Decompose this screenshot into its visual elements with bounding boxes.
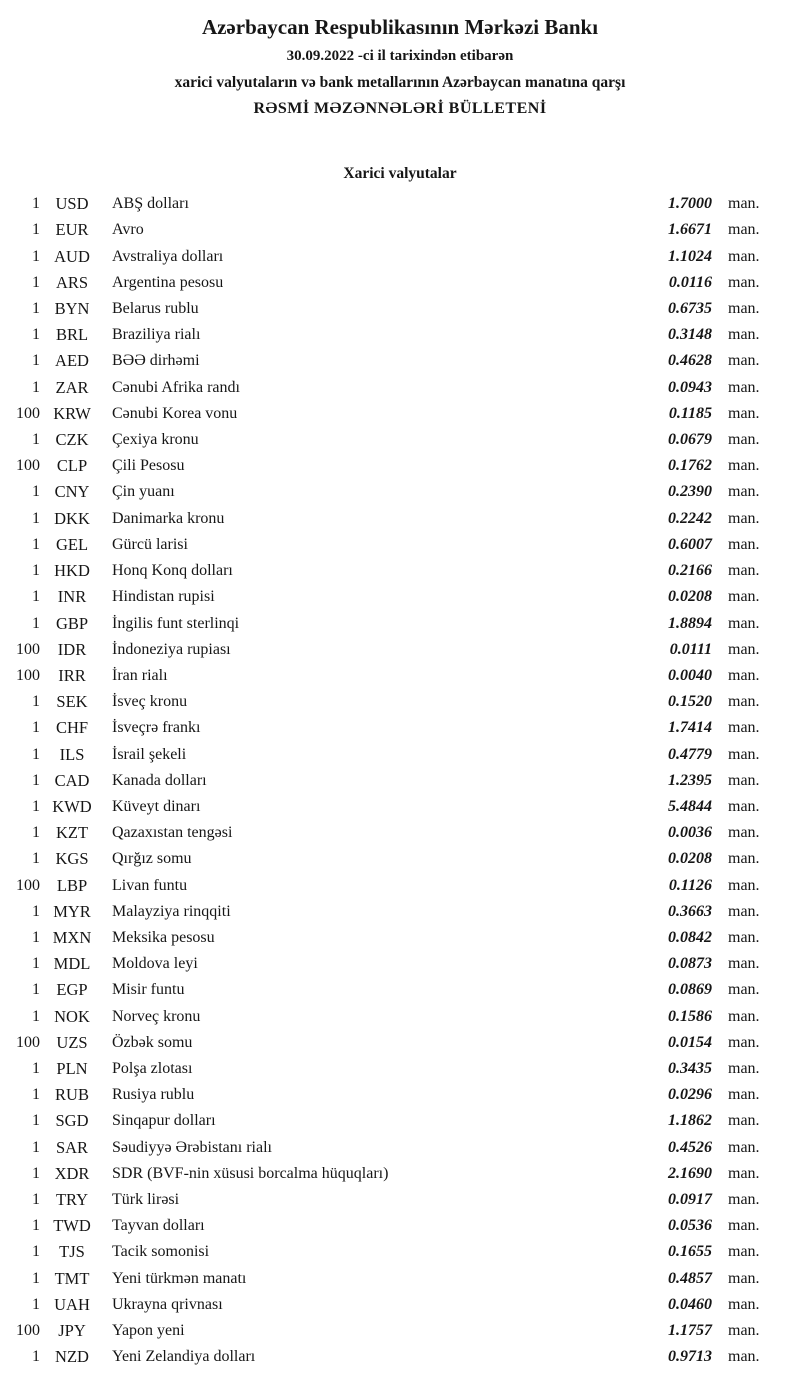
currency-name: Belarus rublu <box>112 300 199 318</box>
quantity: 1 <box>32 247 40 265</box>
unit-label: man. <box>728 1007 760 1025</box>
rate-row <box>14 1239 768 1265</box>
rate-row <box>14 558 768 584</box>
rate-row <box>14 270 768 296</box>
quantity: 1 <box>32 1190 40 1208</box>
currency-code: UZS <box>56 1032 88 1052</box>
currency-code: ARS <box>55 272 89 292</box>
rate-value: 0.2242 <box>668 509 712 527</box>
currency-name: Avstraliya dolları <box>112 247 224 265</box>
unit-label: man. <box>728 745 760 763</box>
currency-name: Braziliya rialı <box>112 326 201 344</box>
rate-value: 0.1520 <box>668 693 712 711</box>
currency-name: Honq Konq dolları <box>112 562 233 580</box>
unit-label: man. <box>728 1190 760 1208</box>
currency-code: BRL <box>55 325 89 345</box>
unit-label: man. <box>728 928 760 946</box>
currency-code: AUD <box>54 246 90 266</box>
unit-label: man. <box>728 719 760 737</box>
rate-value: 0.0536 <box>668 1217 712 1235</box>
currency-code: KZT <box>55 823 89 843</box>
rate-value: 1.1757 <box>668 1321 712 1339</box>
scope-line: xarici valyutaların və bank metallarının Azərbaycan manatına qarşı <box>174 74 626 92</box>
rate-value: 0.0943 <box>668 378 712 396</box>
rate-row <box>14 1108 768 1134</box>
rate-row <box>14 375 768 401</box>
rate-value: 0.4526 <box>668 1138 712 1156</box>
currency-code: IRR <box>58 665 86 685</box>
quantity: 1 <box>32 614 40 632</box>
currency-name: Çili Pesosu <box>112 457 185 475</box>
rate-value: 1.2395 <box>668 771 712 789</box>
quantity: 1 <box>32 981 40 999</box>
rate-value: 0.0036 <box>668 824 712 842</box>
unit-label: man. <box>728 1348 760 1366</box>
quantity: 1 <box>32 273 40 291</box>
currency-name: Qazaxıstan tengəsi <box>112 824 233 842</box>
rate-row <box>14 348 768 374</box>
currency-code: CAD <box>54 770 90 790</box>
rate-value: 0.2166 <box>668 562 712 580</box>
currency-code: KRW <box>53 403 91 423</box>
quantity: 1 <box>32 1348 40 1366</box>
currency-name: Ukrayna qrivnası <box>112 1295 223 1313</box>
rate-row <box>14 637 768 663</box>
currency-name: Gürcü larisi <box>112 535 188 553</box>
bank-title: Azərbaycan Respublikasının Mərkəzi Bankı <box>201 15 599 39</box>
currency-code: TRY <box>55 1189 89 1209</box>
rate-row <box>14 899 768 925</box>
rate-row <box>14 479 768 505</box>
rate-row <box>14 453 768 479</box>
rate-row <box>14 244 768 270</box>
rate-value: 0.0679 <box>668 431 712 449</box>
quantity: 1 <box>32 1217 40 1235</box>
rate-row <box>14 584 768 610</box>
unit-label: man. <box>728 666 760 684</box>
currency-code: LBP <box>56 875 88 895</box>
rates-table <box>0 191 800 1370</box>
quantity: 1 <box>32 771 40 789</box>
rate-row <box>14 1344 768 1370</box>
rate-value: 0.0842 <box>668 928 712 946</box>
section-title-foreign-currencies: Xarici valyutalar <box>343 165 457 183</box>
rate-row <box>14 951 768 977</box>
rate-value: 0.1126 <box>668 876 712 894</box>
currency-name: Cənubi Afrika randı <box>112 378 240 396</box>
unit-label: man. <box>728 850 760 868</box>
quantity: 1 <box>32 483 40 501</box>
rate-row <box>14 296 768 322</box>
currency-name: İsrail şekeli <box>112 745 187 763</box>
currency-name: Yeni türkmən manatı <box>112 1269 247 1287</box>
unit-label: man. <box>728 483 760 501</box>
currency-name: Çexiya kronu <box>112 431 199 449</box>
quantity: 1 <box>32 300 40 318</box>
rate-value: 0.6007 <box>668 535 712 553</box>
currency-code: EGP <box>56 980 88 1000</box>
quantity: 1 <box>32 1295 40 1313</box>
currency-name: Yeni Zelandiya dolları <box>112 1348 256 1366</box>
unit-label: man. <box>728 1086 760 1104</box>
rate-row <box>14 1030 768 1056</box>
quantity: 1 <box>32 326 40 344</box>
rate-row <box>14 1004 768 1030</box>
unit-label: man. <box>728 693 760 711</box>
rate-value: 1.8894 <box>668 614 712 632</box>
currency-code: PLN <box>56 1058 88 1078</box>
rate-value: 0.3435 <box>668 1059 712 1077</box>
unit-label: man. <box>728 1321 760 1339</box>
currency-name: Polşa zlotası <box>112 1059 193 1077</box>
currency-name: BƏƏ dirhəmi <box>112 352 200 370</box>
rate-value: 0.0040 <box>668 666 712 684</box>
rate-value: 0.2390 <box>668 483 712 501</box>
rate-value: 0.1655 <box>668 1243 712 1261</box>
quantity: 100 <box>16 640 40 658</box>
currency-name: Cənubi Korea vonu <box>112 404 238 422</box>
rate-value: 1.7000 <box>668 195 712 213</box>
currency-name: Livan funtu <box>112 876 188 894</box>
currency-code: BYN <box>54 299 90 319</box>
rate-row <box>14 1056 768 1082</box>
rate-row <box>14 217 768 243</box>
rate-value: 1.1024 <box>668 247 712 265</box>
currency-code: KGS <box>55 849 89 869</box>
rate-row <box>14 1213 768 1239</box>
unit-label: man. <box>728 1059 760 1077</box>
currency-code: SEK <box>56 692 88 712</box>
currency-name: Danimarka kronu <box>112 509 225 527</box>
currency-name: Rusiya rublu <box>112 1086 195 1104</box>
quantity: 1 <box>32 850 40 868</box>
quantity: 1 <box>32 928 40 946</box>
unit-label: man. <box>728 640 760 658</box>
rate-row <box>14 663 768 689</box>
unit-label: man. <box>728 1217 760 1235</box>
rate-row <box>14 611 768 637</box>
quantity: 100 <box>16 1321 40 1339</box>
unit-label: man. <box>728 1164 760 1182</box>
unit-label: man. <box>728 221 760 239</box>
quantity: 1 <box>32 1086 40 1104</box>
currency-name: İngilis funt sterlinqi <box>112 614 240 632</box>
quantity: 1 <box>32 693 40 711</box>
rate-row <box>14 715 768 741</box>
rate-value: 0.1762 <box>668 457 712 475</box>
quantity: 1 <box>32 955 40 973</box>
currency-code: EUR <box>55 220 89 240</box>
currency-name: Hindistan rupisi <box>112 588 215 606</box>
currency-name: Özbək somu <box>112 1033 193 1051</box>
unit-label: man. <box>728 1243 760 1261</box>
rate-value: 5.4844 <box>668 797 712 815</box>
quantity: 1 <box>32 824 40 842</box>
currency-code: CLP <box>56 456 88 476</box>
unit-label: man. <box>728 352 760 370</box>
quantity: 1 <box>32 1112 40 1130</box>
currency-code: MDL <box>53 954 91 974</box>
unit-label: man. <box>728 1138 760 1156</box>
currency-code: NZD <box>55 1347 89 1367</box>
quantity: 100 <box>16 876 40 894</box>
currency-name: Türk lirəsi <box>112 1190 180 1208</box>
rate-value: 0.0154 <box>668 1033 712 1051</box>
rate-row <box>14 506 768 532</box>
currency-code: ILS <box>59 744 85 764</box>
quantity: 1 <box>32 1138 40 1156</box>
rate-value: 0.0111 <box>669 640 712 658</box>
currency-code: ZAR <box>55 377 89 397</box>
currency-name: Malayziya rinqqiti <box>112 902 231 920</box>
currency-code: TJS <box>59 1242 85 1262</box>
currency-name: Səudiyyə Ərəbistanı rialı <box>112 1138 272 1156</box>
currency-code: RUB <box>55 1085 89 1105</box>
currency-name: SDR (BVF-nin xüsusi borcalma hüquqları) <box>112 1164 389 1182</box>
rate-value: 0.4628 <box>668 352 712 370</box>
rate-row <box>14 846 768 872</box>
rate-value: 0.1185 <box>668 404 712 422</box>
currency-code: DKK <box>54 508 90 528</box>
quantity: 1 <box>32 719 40 737</box>
quantity: 1 <box>32 1007 40 1025</box>
currency-name: İsveçrə frankı <box>112 719 201 737</box>
unit-label: man. <box>728 902 760 920</box>
unit-label: man. <box>728 771 760 789</box>
rate-value: 0.0208 <box>668 850 712 868</box>
currency-name: Sinqapur dolları <box>112 1112 216 1130</box>
quantity: 1 <box>32 431 40 449</box>
currency-code: USD <box>55 194 89 214</box>
rate-row <box>14 794 768 820</box>
rate-value: 0.0116 <box>668 273 712 291</box>
currency-name: Kanada dolları <box>112 771 207 789</box>
rate-row <box>14 1161 768 1187</box>
unit-label: man. <box>728 614 760 632</box>
unit-label: man. <box>728 588 760 606</box>
rate-row <box>14 532 768 558</box>
currency-code: GBP <box>55 613 89 633</box>
rate-value: 0.0917 <box>668 1190 712 1208</box>
currency-name: İndoneziya rupiası <box>112 640 231 658</box>
currency-code: JPY <box>58 1320 86 1340</box>
unit-label: man. <box>728 404 760 422</box>
currency-name: İsveç kronu <box>112 693 188 711</box>
currency-code: TWD <box>53 1216 91 1236</box>
unit-label: man. <box>728 247 760 265</box>
currency-code: CNY <box>54 482 90 502</box>
currency-code: AED <box>55 351 89 371</box>
rate-value: 0.0873 <box>668 955 712 973</box>
currency-name: Çin yuanı <box>112 483 175 501</box>
currency-code: NOK <box>54 1006 90 1026</box>
currency-name: Moldova leyi <box>112 955 198 973</box>
unit-label: man. <box>728 509 760 527</box>
currency-code: CZK <box>55 430 89 450</box>
currency-code: SGD <box>55 1111 89 1131</box>
rate-row <box>14 1318 768 1344</box>
currency-code: IDR <box>57 639 87 659</box>
currency-code: GEL <box>55 534 89 554</box>
rate-value: 0.4857 <box>668 1269 712 1287</box>
rate-value: 0.0869 <box>668 981 712 999</box>
currency-code: MYR <box>53 901 91 921</box>
currency-name: Tacik somonisi <box>112 1243 210 1261</box>
unit-label: man. <box>728 797 760 815</box>
quantity: 1 <box>32 1243 40 1261</box>
quantity: 1 <box>32 902 40 920</box>
currency-code: TMT <box>54 1268 90 1288</box>
quantity: 1 <box>32 352 40 370</box>
unit-label: man. <box>728 300 760 318</box>
currency-code: HKD <box>54 561 90 581</box>
currency-name: Misir funtu <box>112 981 185 999</box>
currency-code: INR <box>57 587 87 607</box>
rate-value: 0.6735 <box>668 300 712 318</box>
rate-row <box>14 1266 768 1292</box>
unit-label: man. <box>728 1033 760 1051</box>
unit-label: man. <box>728 824 760 842</box>
rate-value: 0.9713 <box>668 1348 712 1366</box>
currency-name: Avro <box>112 221 144 239</box>
currency-code: KWD <box>52 796 92 816</box>
rate-value: 1.6671 <box>668 221 712 239</box>
currency-code: MXN <box>52 927 92 947</box>
quantity: 1 <box>32 535 40 553</box>
rate-value: 1.1862 <box>668 1112 712 1130</box>
unit-label: man. <box>728 457 760 475</box>
unit-label: man. <box>728 1112 760 1130</box>
currency-code: SAR <box>55 1137 89 1157</box>
unit-label: man. <box>728 431 760 449</box>
rate-row <box>14 1187 768 1213</box>
currency-name: İran rialı <box>112 666 168 684</box>
unit-label: man. <box>728 981 760 999</box>
currency-code: CHF <box>55 718 89 738</box>
unit-label: man. <box>728 562 760 580</box>
effective-date-line: 30.09.2022 -ci il tarixindən etibarən <box>286 48 514 65</box>
currency-name: Küveyt dinarı <box>112 797 201 815</box>
currency-name: Norveç kronu <box>112 1007 201 1025</box>
unit-label: man. <box>728 535 760 553</box>
currency-code: UAH <box>54 1294 90 1314</box>
quantity: 1 <box>32 745 40 763</box>
currency-name: Qırğız somu <box>112 850 192 868</box>
quantity: 1 <box>32 221 40 239</box>
quantity: 100 <box>16 404 40 422</box>
unit-label: man. <box>728 378 760 396</box>
rate-row <box>14 191 768 217</box>
currency-name: Tayvan dolları <box>112 1217 205 1235</box>
currency-name: Yapon yeni <box>112 1321 185 1339</box>
unit-label: man. <box>728 1295 760 1313</box>
unit-label: man. <box>728 1269 760 1287</box>
quantity: 1 <box>32 195 40 213</box>
rate-value: 0.3148 <box>668 326 712 344</box>
rate-row <box>14 820 768 846</box>
quantity: 100 <box>16 666 40 684</box>
rate-row <box>14 977 768 1003</box>
quantity: 1 <box>32 797 40 815</box>
unit-label: man. <box>728 195 760 213</box>
quantity: 1 <box>32 1164 40 1182</box>
quantity: 1 <box>32 1269 40 1287</box>
quantity: 1 <box>32 562 40 580</box>
rate-row <box>14 427 768 453</box>
rate-value: 0.3663 <box>668 902 712 920</box>
rate-value: 2.1690 <box>668 1164 712 1182</box>
unit-label: man. <box>728 273 760 291</box>
currency-name: ABŞ dolları <box>112 195 189 213</box>
rate-value: 0.0208 <box>668 588 712 606</box>
currency-name: Argentina pesosu <box>112 273 224 291</box>
rate-row <box>14 768 768 794</box>
rate-row <box>14 1135 768 1161</box>
rate-value: 1.7414 <box>668 719 712 737</box>
unit-label: man. <box>728 326 760 344</box>
quantity: 100 <box>16 457 40 475</box>
rate-row <box>14 742 768 768</box>
rate-row <box>14 925 768 951</box>
quantity: 1 <box>32 1059 40 1077</box>
rate-row <box>14 401 768 427</box>
rate-value: 0.4779 <box>668 745 712 763</box>
rate-value: 0.0460 <box>668 1295 712 1313</box>
rate-row <box>14 1292 768 1318</box>
unit-label: man. <box>728 955 760 973</box>
quantity: 100 <box>16 1033 40 1051</box>
rate-row <box>14 873 768 899</box>
rate-row <box>14 689 768 715</box>
currency-code: XDR <box>54 1163 90 1183</box>
bulletin-title: RƏSMİ MƏZƏNNƏLƏRİ BÜLLETENİ <box>253 100 547 118</box>
quantity: 1 <box>32 509 40 527</box>
rate-row <box>14 322 768 348</box>
currency-name: Meksika pesosu <box>112 928 215 946</box>
quantity: 1 <box>32 588 40 606</box>
quantity: 1 <box>32 378 40 396</box>
unit-label: man. <box>728 876 760 894</box>
rate-row <box>14 1082 768 1108</box>
rate-value: 0.1586 <box>668 1007 712 1025</box>
rate-value: 0.0296 <box>668 1086 712 1104</box>
